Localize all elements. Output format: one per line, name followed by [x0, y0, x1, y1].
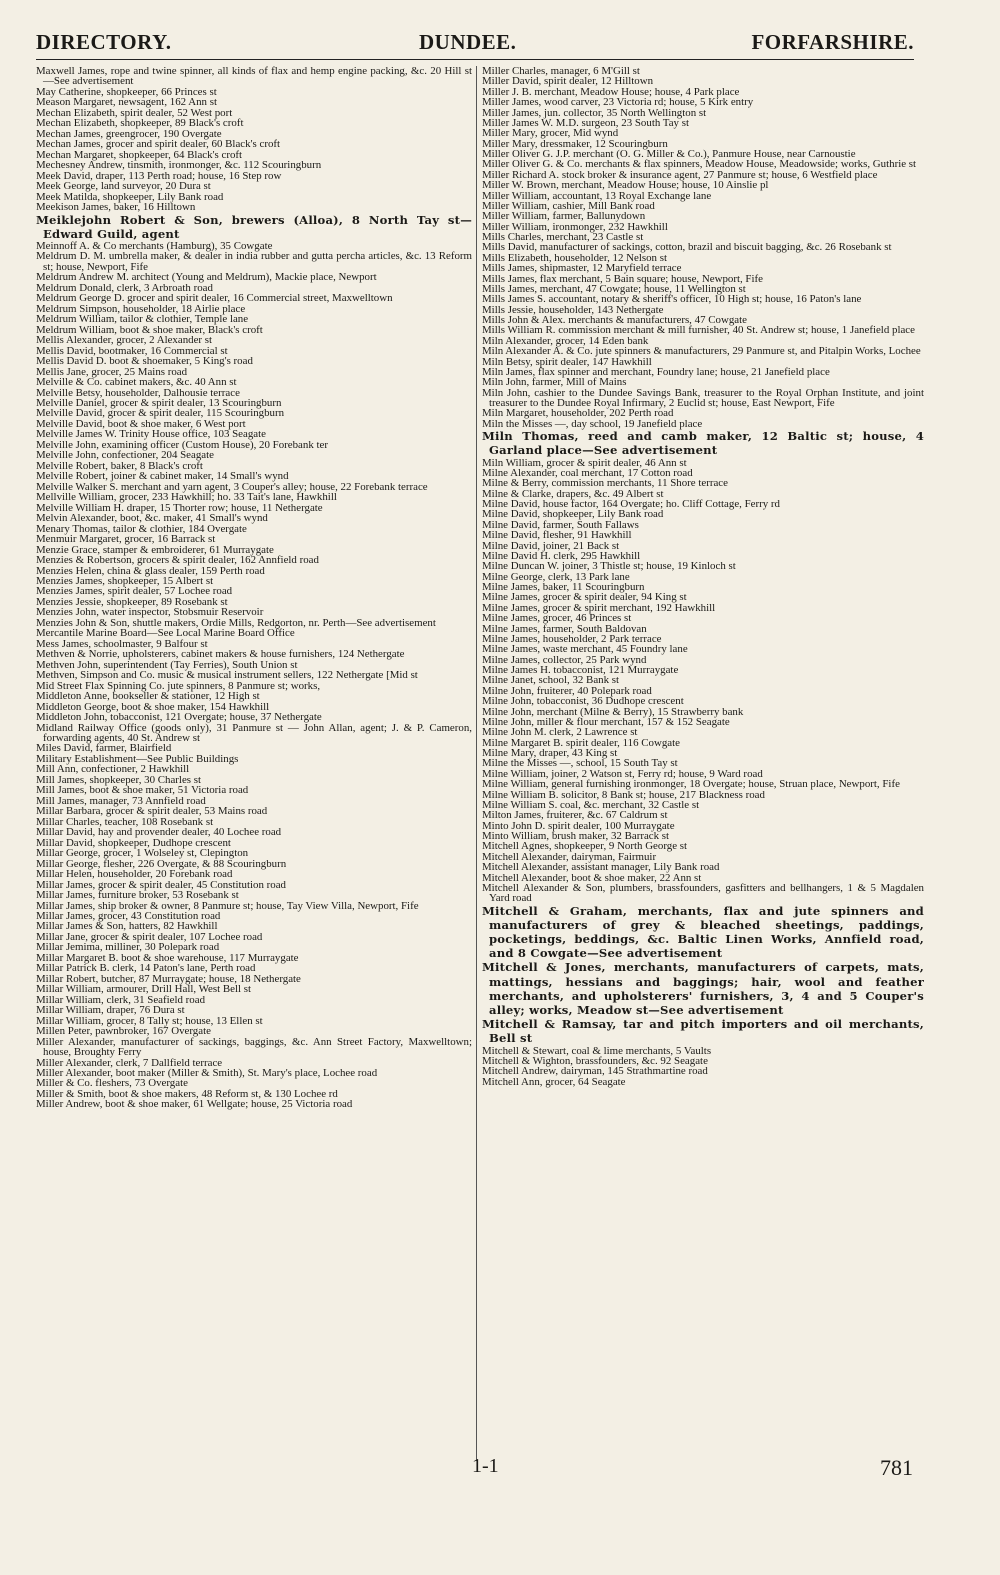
directory-entry: Miller Alexander, boot maker (Miller & Smith), St. Mary's place, Lochee road	[36, 1067, 378, 1079]
directory-entry: Mills James, flax merchant, 5 Bain square; house, Newport, Fife	[482, 272, 763, 285]
directory-entry: Miln the Misses —, day school, 19 Janefield place	[482, 417, 703, 430]
directory-entry: Mellville William, grocer, 233 Hawkhill; ho. 33 Tait's lane, Hawkhill	[36, 491, 337, 504]
directory-entry: Melville James W. Trinity House office, 103 Seagate	[36, 428, 266, 441]
directory-entry: Miln Alexander, grocer, 14 Eden bank	[482, 334, 649, 347]
directory-entry: Meek David, draper, 113 Perth road; house, 16 Step row	[36, 169, 282, 182]
directory-entry-featured: Mitchell & Jones, merchants, manufacturers of carpets, mats, mattings, hessians and baggings; hair, wool and feather merchants, and upholsterers' furnishers, 3, 4 and 5 Couper's alley; works, Meadow st—See advertisement	[482, 960, 924, 1018]
directory-entry: Milne William, general furnishing ironmonger, 18 Overgate; house, Struan place, Newport, Fife	[482, 778, 900, 791]
directory-entry: Mercantile Marine Board—See Local Marine Board Office	[36, 627, 295, 640]
header-right: FORFARSHIRE.	[751, 30, 914, 54]
directory-entry: Menary Thomas, tailor & clothier, 184 Overgate	[36, 522, 247, 535]
directory-entry: Miller James W. M.D. surgeon, 23 South Tay st	[482, 116, 689, 129]
directory-entry: Millar James, grocer, 43 Constitution road	[36, 909, 221, 922]
directory-entry: Miller Mary, dressmaker, 12 Scouringburn	[482, 137, 668, 150]
page-number: 781	[880, 1455, 913, 1480]
directory-entry: Miller James, jun. collector, 35 North Wellington st	[482, 106, 707, 119]
directory-entry: Menzie Grace, stamper & embroiderer, 61 Murraygate	[36, 543, 274, 556]
directory-entry: Millar Robert, butcher, 87 Murraygate; house, 18 Nethergate	[36, 972, 301, 985]
directory-entry: Mellis Jane, grocer, 25 Mains road	[36, 365, 188, 378]
directory-entry: Mechan James, greengrocer, 190 Overgate	[36, 127, 222, 140]
directory-entry: Menzies Helen, china & glass dealer, 159 Perth road	[36, 564, 265, 577]
directory-entry: Millar James & Son, hatters, 82 Hawkhill	[36, 920, 218, 933]
directory-entry: Melville Betsy, householder, Dalhousie terrace	[36, 386, 240, 399]
directory-entry: Melville Robert, baker, 8 Black's croft	[36, 459, 203, 472]
directory-entry: Mellis David D. boot & shoemaker, 5 King's road	[36, 355, 253, 368]
directory-entry: Milne James H. tobacconist, 121 Murraygate	[482, 664, 679, 677]
directory-entry: Meldrum Donald, clerk, 3 Arbroath road	[36, 281, 213, 294]
directory-entry: Melville Robert, joiner & cabinet maker, 14 Small's wynd	[36, 470, 289, 483]
directory-entry: Milne David H. clerk, 295 Hawkhill	[482, 549, 641, 562]
directory-entry: Mitchell Alexander, boot & shoe maker, 22 Ann st	[482, 871, 702, 884]
directory-entry: Mill Ann, confectioner, 2 Hawkhill	[36, 763, 190, 776]
left-column	[36, 66, 472, 1461]
directory-entry: Milne John M. clerk, 2 Lawrence st	[482, 726, 638, 739]
directory-entry: Mill James, manager, 73 Annfield road	[36, 794, 206, 807]
directory-entry: Miller Oliver G. J.P. merchant (O. G. Miller & Co.), Panmure House, near Carnoustie	[482, 148, 856, 160]
directory-entry: Milne John, tobacconist, 36 Dudhope crescent	[482, 695, 684, 708]
directory-entry: May Catherine, shopkeeper, 66 Princes st	[36, 85, 217, 98]
directory-entry: Milne David, flesher, 91 Hawkhill	[482, 529, 632, 542]
directory-entry: Millar George, flesher, 226 Overgate, & 88 Scouringburn	[36, 857, 287, 870]
directory-entry: Millar Helen, householder, 20 Forebank road	[36, 868, 233, 881]
directory-entry: Mellis Alexander, grocer, 2 Alexander st	[36, 334, 213, 347]
directory-entry: Mill James, shopkeeper, 30 Charles st	[36, 773, 202, 786]
directory-entry: Meldrum Simpson, householder, 18 Airlie place	[36, 302, 246, 315]
directory-entry: Melville John, examining officer (Custom House), 20 Forebank ter	[36, 438, 328, 451]
directory-entry: Miln John, cashier to the Dundee Savings Bank, treasurer to the Royal Orphan Institute, and joint treasurer to the Dundee Royal Infirmary, 2 Euclid st; house, East Newport, Fife	[482, 386, 924, 409]
directory-entry-featured: Mitchell & Ramsay, tar and pitch importers and oil merchants, Bell st	[482, 1017, 924, 1046]
directory-entry: Milne James, baker, 11 Scouringburn	[482, 581, 645, 594]
directory-entry: Millar Jemima, milliner, 30 Polepark road	[36, 941, 220, 954]
directory-entry: Methven, Simpson and Co. music & musical instrument sellers, 122 Nethergate [Mid st	[36, 669, 418, 682]
directory-entry: Melville William H. draper, 15 Thorter row; house, 11 Nethergate	[36, 501, 323, 514]
directory-entry: Mitchell Ann, grocer, 64 Seagate	[482, 1075, 626, 1088]
directory-entry: Mitchell & Wighton, brassfounders, &c. 92 Seagate	[482, 1055, 708, 1068]
directory-entry: Miller William, farmer, Ballunydown	[482, 210, 646, 223]
directory-entry: Mills Jessie, householder, 143 Nethergate	[482, 303, 664, 316]
directory-entry: Meinnoff A. & Co merchants (Hamburg), 35 Cowgate	[36, 239, 273, 252]
directory-entry: Maxwell James, rope and twine spinner, all kinds of flax and hemp engine packing, &c. 20 Hill st—See advertisement	[36, 66, 472, 88]
directory-entry: Mess James, schoolmaster, 9 Balfour st	[36, 637, 208, 650]
directory-entry: Mills David, manufacturer of sackings, cotton, brazil and biscuit bagging, &c. 26 Rosebank st	[482, 241, 892, 254]
directory-entry-featured: Mitchell & Graham, merchants, flax and jute spinners and manufacturers of grey & bleached sheetings, paddings, pocketings, beddings, &c. Baltic Linen Works, Annfield road, and 8 Cowgate—See advertisement	[482, 903, 924, 961]
directory-entry: Melville John, confectioner, 204 Seagate	[36, 449, 214, 462]
directory-entry: Miln Alexander A. & Co. jute spinners & manufacturers, 29 Panmure st, and Pitalpin Works, Lochee	[482, 345, 921, 358]
directory-entry: Milne James, collector, 25 Park wynd	[482, 653, 647, 666]
directory-entry: Miller Andrew, boot & shoe maker, 61 Wellgate; house, 25 Victoria road	[36, 1098, 353, 1111]
directory-entry: Millar William, armourer, Drill Hall, West Bell st	[36, 983, 252, 996]
directory-entry: Miller William, cashier, Mill Bank road	[482, 199, 655, 212]
signature-mark: 1-1	[472, 1455, 499, 1477]
directory-entry: Mechan Elizabeth, shopkeeper, 89 Black's croft	[36, 117, 244, 130]
header-rule	[36, 59, 914, 60]
directory-entry: Mitchell Agnes, shopkeeper, 9 North George st	[482, 840, 688, 853]
directory-entry: Miller William, accountant, 13 Royal Exchange lane	[482, 189, 712, 202]
directory-entry: Melville David, boot & shoe maker, 6 West port	[36, 417, 246, 430]
directory-entry: Miln John, farmer, Mill of Mains	[482, 376, 627, 389]
directory-entry: Mills William R. commission merchant & mill furnisher, 40 St. Andrew st; house, 1 Janefield place	[482, 324, 915, 337]
directory-entry: Milne & Berry, commission merchants, 11 Shore terrace	[482, 477, 728, 490]
directory-entry: Miller J. B. merchant, Meadow House; house, 4 Park place	[482, 85, 740, 98]
directory-entry: Mills Elizabeth, householder, 12 Nelson st	[482, 251, 667, 264]
directory-entry: Millar David, shopkeeper, Dudhope crescent	[36, 836, 231, 849]
directory-entry: Meldrum George D. grocer and spirit dealer, 16 Commercial street, Maxwelltown	[36, 292, 393, 305]
directory-entry: Mid Street Flax Spinning Co. jute spinners, 8 Panmure st; works,	[36, 679, 321, 692]
directory-entry: Meek Matilda, shopkeeper, Lily Bank road	[36, 190, 224, 203]
directory-entry: Middleton George, boot & shoe maker, 154 Hawkhill	[36, 700, 270, 713]
directory-entry: Mechan Margaret, shopkeeper, 64 Black's croft	[36, 148, 243, 161]
directory-entry: Milne John, fruiterer, 40 Polepark road	[482, 684, 652, 697]
directory-entry: Miln Margaret, householder, 202 Perth road	[482, 407, 674, 420]
directory-entry: Miller Charles, manager, 6 M'Gill st	[482, 66, 640, 77]
directory-entry: Melville David, grocer & spirit dealer, 115 Scouringburn	[36, 407, 285, 420]
directory-entry: Miller Richard A. stock broker & insurance agent, 27 Panmure st; house, 6 Westfield place	[482, 168, 878, 181]
directory-entry: Miller Alexander, manufacturer of sackings, baggings, &c. Ann Street Factory, Maxwelltown; house, Broughty Ferry	[36, 1035, 472, 1059]
directory-entry: Mills John & Alex. merchants & manufacturers, 47 Cowgate	[482, 314, 747, 326]
directory-entry-featured: Miln Thomas, reed and camb maker, 12 Baltic st; house, 4 Garland place—See advertisement	[482, 429, 924, 458]
directory-entry: Millen Peter, pawnbroker, 167 Overgate	[36, 1025, 211, 1038]
directory-entry: Milne James, householder, 2 Park terrace	[482, 632, 662, 645]
directory-entry: Milne Mary, draper, 43 King st	[482, 747, 618, 760]
directory-entry: Miller & Smith, boot & shoe makers, 48 Reform st, & 130 Lochee rd	[36, 1087, 338, 1100]
directory-entry: Methven & Norrie, upholsterers, cabinet makers & house furnishers, 124 Nethergate	[36, 648, 405, 661]
directory-entry: Millar William, grocer, 8 Tally st; house, 13 Ellen st	[36, 1014, 263, 1027]
directory-entry: Miller David, spirit dealer, 12 Hilltown	[482, 75, 654, 88]
directory-entry: Menzies & Robertson, grocers & spirit dealer, 162 Annfield road	[36, 554, 319, 567]
directory-entry: Meason Margaret, newsagent, 162 Ann st	[36, 96, 217, 109]
directory-entry: Milne & Clarke, drapers, &c. 49 Albert st	[482, 487, 664, 500]
directory-entry: Milne Duncan W. joiner, 3 Thistle st; house, 19 Kinloch st	[482, 560, 736, 573]
directory-entry: Millar Patrick B. clerk, 14 Paton's lane, Perth road	[36, 962, 256, 975]
directory-entry: Mitchell Andrew, dairyman, 145 Strathmartine road	[482, 1065, 708, 1078]
directory-entry: Milne John, merchant (Milne & Berry), 15 Strawberry bank	[482, 705, 744, 718]
directory-entry: Millar George, grocer, 1 Wolseley st, Clepington	[36, 847, 249, 860]
directory-entry: Miller W. Brown, merchant, Meadow House; house, 10 Ainslie pl	[482, 179, 769, 192]
directory-entry: Melvin Alexander, boot, &c. maker, 41 Small's wynd	[36, 512, 268, 525]
directory-entry-featured: Meiklejohn Robert & Son, brewers (Alloa), 8 North Tay st—Edward Guild, agent	[36, 212, 472, 241]
directory-entry: Milne James, waste merchant, 45 Foundry lane	[482, 643, 688, 656]
directory-entry: Mechesney Andrew, tinsmith, ironmonger, &c. 112 Scouringburn	[36, 159, 322, 172]
directory-entry: Mechan James, grocer and spirit dealer, 60 Black's croft	[36, 138, 281, 151]
directory-entry: Meldrum William, tailor & clothier, Temple lane	[36, 313, 249, 326]
directory-entry: Millar Charles, teacher, 108 Rosebank st	[36, 815, 214, 828]
directory-entry: Meek George, land surveyor, 20 Dura st	[36, 180, 211, 193]
directory-entry: Milne David, shopkeeper, Lily Bank road	[482, 508, 664, 521]
header-left: DIRECTORY.	[36, 30, 172, 54]
directory-entry: Milne Alexander, coal merchant, 17 Cotton road	[482, 466, 693, 479]
directory-entry: Meekison James, baker, 16 Hilltown	[36, 201, 196, 214]
directory-entry: Millar Jane, grocer & spirit dealer, 107 Lochee road	[36, 930, 263, 943]
directory-entry: Milne George, clerk, 13 Park lane	[482, 570, 630, 583]
directory-entry: Milne Margaret B. spirit dealer, 116 Cowgate	[482, 736, 680, 749]
directory-entry: Milton James, fruiterer, &c. 67 Caldrum st	[482, 809, 668, 822]
directory-entry: Mills James, shipmaster, 12 Maryfield terrace	[482, 262, 682, 275]
directory-entry: Milne John, miller & flour merchant, 157 & 152 Seagate	[482, 715, 730, 728]
directory-entry: Mellis David, bootmaker, 16 Commercial st	[36, 344, 228, 357]
directory-entry: Millar Barbara, grocer & spirit dealer, 53 Mains road	[36, 805, 268, 818]
running-header	[36, 30, 914, 60]
directory-entry: Mills Charles, merchant, 23 Castle st	[482, 231, 644, 243]
directory-entry: Menmuir Margaret, grocer, 16 Barrack st	[36, 533, 216, 546]
column-divider	[476, 66, 477, 1461]
directory-entry: Miln James, flax spinner and merchant, Foundry lane; house, 21 Janefield place	[482, 365, 830, 378]
directory-entry: Milne James, grocer & spirit merchant, 192 Hawkhill	[482, 601, 716, 614]
directory-entry: Middleton Anne, bookseller & stationer, 12 High st	[36, 690, 260, 703]
directory-entry: Miller Oliver G. & Co. merchants & flax spinners, Meadow House, Meadowside; works, Guthrie st	[482, 158, 917, 171]
directory-entry: Miln William, grocer & spirit dealer, 46 Ann st	[482, 456, 687, 469]
directory-entry: Midland Railway Office (goods only), 31 Panmure st — John Allan, agent; J. & P. Cameron, forwarding agents, 40 St. Andrew st	[36, 721, 472, 744]
directory-entry: Milne James, farmer, South Baldovan	[482, 622, 647, 635]
right-column	[482, 66, 924, 1461]
directory-entry: Melville & Co. cabinet makers, &c. 40 Ann st	[36, 376, 237, 389]
directory-entry: Millar William, clerk, 31 Seafield road	[36, 993, 206, 1006]
directory-entry: Middleton John, tobacconist, 121 Overgate; house, 37 Nethergate	[36, 711, 322, 724]
directory-entry: Methven John, superintendent (Tay Ferries), South Union st	[36, 658, 298, 671]
directory-entry: Melville Walker S. merchant and yarn agent, 3 Couper's alley; house, 22 Forebank terrace	[36, 480, 428, 493]
directory-entry: Military Establishment—See Public Buildings	[36, 752, 239, 765]
directory-entry: Milne William B. solicitor, 8 Bank st; house, 217 Blackness road	[482, 788, 765, 801]
directory-entry: Miller William, ironmonger, 232 Hawkhill	[482, 220, 668, 233]
directory-entry: Mitchell Alexander, dairyman, Fairmuir	[482, 850, 657, 863]
directory-entry: Menzies John & Son, shuttle makers, Ordie Mills, Redgorton, nr. Perth—See advertisement	[36, 616, 436, 629]
directory-entry: Millar James, grocer & spirit dealer, 45 Constitution road	[36, 878, 286, 891]
directory-entry: Miln Betsy, spirit dealer, 147 Hawkhill	[482, 355, 652, 368]
directory-entry: Miller & Co. fleshers, 73 Overgate	[36, 1077, 188, 1090]
directory-entry: Millar William, draper, 76 Dura st	[36, 1004, 185, 1017]
directory-entry: Miller James, wood carver, 23 Victoria rd; house, 5 Kirk entry	[482, 96, 754, 109]
directory-entry: Milne James, grocer, 46 Princes st	[482, 612, 632, 625]
directory-entry: Mills James, merchant, 47 Cowgate; house, 11 Wellington st	[482, 282, 746, 295]
directory-entry: Millar James, furniture broker, 53 Rosebank st	[36, 889, 239, 902]
header-center: DUNDEE.	[419, 30, 517, 54]
directory-entry: Mills James S. accountant, notary & sheriff's officer, 10 High st; house, 16 Paton's lane	[482, 293, 862, 306]
directory-entry: Milne James, grocer & spirit dealer, 94 King st	[482, 591, 687, 604]
directory-entry: Mitchell & Stewart, coal & lime merchants, 5 Vaults	[482, 1044, 712, 1057]
directory-entry: Millar David, hay and provender dealer, 40 Lochee road	[36, 826, 282, 839]
directory-entry: Mechan Elizabeth, spirit dealer, 52 West port	[36, 106, 233, 119]
directory-entry: Milne David, farmer, South Fallaws	[482, 518, 639, 531]
directory-entry: Milne David, house factor, 164 Overgate; ho. Cliff Cottage, Ferry rd	[482, 498, 780, 511]
directory-entry: Milne Janet, school, 32 Bank st	[482, 674, 620, 687]
directory-entry: Milne David, joiner, 21 Back st	[482, 539, 620, 552]
directory-entry: Meldrum Andrew M. architect (Young and Meldrum), Mackie place, Newport	[36, 271, 377, 284]
directory-entry: Miller Alexander, clerk, 7 Dallfield terrace	[36, 1056, 223, 1069]
directory-entry: Millar Margaret B. boot & shoe warehouse, 117 Murraygate	[36, 951, 299, 964]
directory-entry: Minto John D. spirit dealer, 100 Murraygate	[482, 819, 675, 832]
directory-entry: Menzies James, shopkeeper, 15 Albert st	[36, 574, 214, 587]
directory-entry: Millar James, ship broker & owner, 8 Panmure st; house, Tay View Villa, Newport, Fife	[36, 899, 419, 912]
directory-entry: Mitchell Alexander & Son, plumbers, brassfounders, gasfitters and bellhangers, 1 & 5 Magdalen Yard road	[482, 881, 924, 905]
directory-entry: Mitchell Alexander, assistant manager, Lily Bank road	[482, 861, 720, 874]
directory-entry: Meldrum D. M. umbrella maker, & dealer in india rubber and gutta percha articles, &c. 13 Reform st; house, Newport, Fife	[36, 250, 472, 273]
directory-entry: Miller Mary, grocer, Mid wynd	[482, 127, 619, 140]
directory-entry: Miles David, farmer, Blairfield	[36, 742, 172, 755]
directory-entry: Menzies Jessie, shopkeeper, 89 Rosebank st	[36, 595, 228, 608]
directory-entry: Mill James, boot & shoe maker, 51 Victoria road	[36, 784, 249, 797]
directory-entry: Milne the Misses —, school, 15 South Tay st	[482, 757, 678, 770]
directory-entry: Minto William, brush maker, 32 Barrack st	[482, 830, 670, 843]
directory-entry: Melville Daniel, grocer & spirit dealer, 13 Scouringburn	[36, 397, 282, 409]
directory-entry: Menzies John, water inspector, Stobsmuir Reservoir	[36, 606, 264, 619]
directory-entry: Meldrum William, boot & shoe maker, Black's croft	[36, 323, 263, 336]
directory-entry: Milne William, joiner, 2 Watson st, Ferry rd; house, 9 Ward road	[482, 767, 763, 780]
directory-entry: Milne William S. coal, &c. merchant, 32 Castle st	[482, 798, 700, 811]
directory-entry: Menzies James, spirit dealer, 57 Lochee road	[36, 585, 233, 598]
